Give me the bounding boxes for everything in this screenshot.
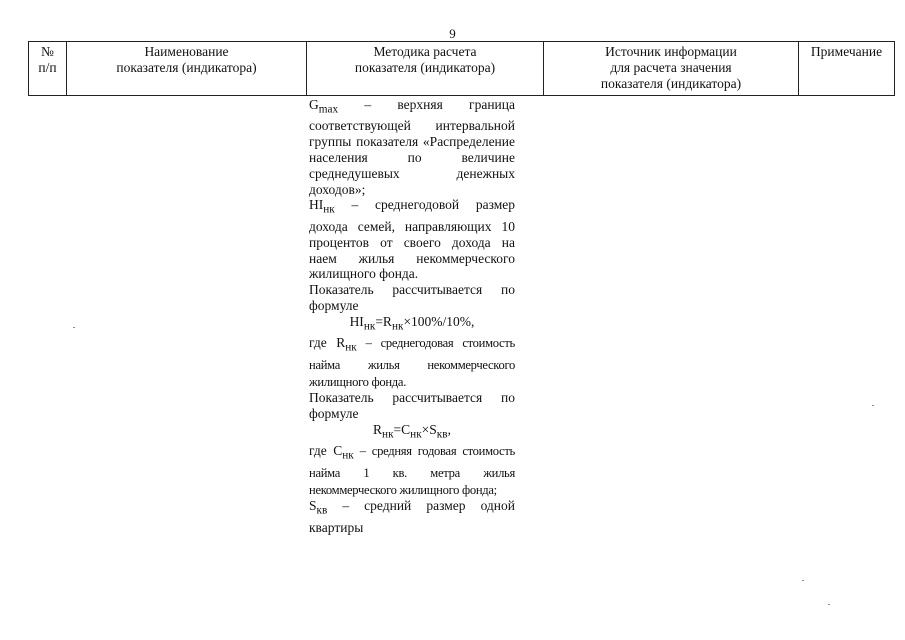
definition-c [309, 443, 515, 498]
header-col-name [67, 42, 307, 96]
definition-r-text: – среднегодовая стоимость найма жилья некоммерческого жилищного фонда. [309, 336, 515, 389]
header-col-number-line1: № [41, 44, 54, 59]
formula-hi-lhs: HI [349, 313, 364, 329]
formula-r-lhs: R [373, 421, 383, 437]
scan-speck [73, 327, 75, 328]
header-col-source-line1: Источник информации [605, 44, 737, 59]
formula-r-end: , [447, 421, 451, 437]
scan-speck [828, 604, 830, 605]
definition-r-pre: где R [309, 335, 346, 351]
definition-c-text: – средняя годовая стоимость найма 1 кв. метра жилья некоммерческого жилищного фонда; [309, 444, 515, 497]
scan-speck [802, 580, 804, 581]
definition-hi [309, 197, 515, 282]
header-col-name-line2: показателя (индикатора) [116, 60, 257, 75]
definition-hi-text: – среднегодовой размер дохода семей, направляющих 10 процентов от своего дохода на наем жилья некоммерческого жилищного фонда. [309, 197, 515, 282]
definition-c-sub: нк [342, 450, 354, 463]
formula-hi-rest: ×100%/10%, [403, 313, 475, 329]
var-g: G [309, 97, 319, 112]
header-col-source [544, 42, 799, 96]
formula-hi-eq: =R [375, 313, 392, 329]
header-col-note [799, 42, 895, 96]
header-col-method [307, 42, 544, 96]
formula-r-mul: ×S [421, 421, 437, 437]
formula-r-lhs-sub: нк [382, 428, 394, 441]
header-col-number [29, 42, 67, 96]
header-col-source-line2: для расчета значения [610, 60, 732, 75]
header-col-method-line2: показателя (индикатора) [354, 60, 496, 75]
var-hi: HI [309, 197, 324, 213]
definition-s [309, 498, 515, 535]
sub-max: max [318, 103, 339, 116]
header-col-note-label: Примечание [810, 44, 883, 59]
formula-hi [309, 314, 515, 335]
header-col-source-line3: показателя (индикатора) [600, 76, 742, 91]
header-col-name-line1: Наименование [144, 44, 229, 59]
formula-hi-lhs-sub: нк [363, 320, 376, 333]
formula-r-eq: =C [393, 421, 411, 437]
formula-intro-2: Показатель рассчитывается по формуле [309, 390, 515, 422]
definition-c-pre: где C [309, 443, 343, 459]
formula-hi-r-sub: нк [391, 320, 404, 333]
sub-nk: нк [323, 204, 335, 217]
sub-kv: кв [316, 505, 328, 518]
definition-r [309, 335, 515, 390]
formula-intro-1: Показатель рассчитывается по формуле [309, 282, 515, 313]
definition-r-sub: нк [345, 341, 357, 354]
header-col-method-line1: Методика расчета [373, 44, 477, 59]
formula-r [309, 422, 515, 443]
definition-gmax-text: – верхняя граница соответствующей интервальной группы показателя «Распределение населения по величине среднедушевых денежных доходов»; [309, 97, 515, 197]
formula-r-s-sub: кв [436, 428, 448, 441]
scan-speck [872, 405, 874, 406]
formula-r-c-sub: нк [410, 428, 422, 441]
definition-gmax [309, 97, 515, 197]
table-header [28, 41, 895, 96]
var-s: S [309, 498, 317, 514]
page-number: 9 [449, 26, 456, 41]
method-cell [309, 97, 515, 536]
definition-s-text: – средний размер одной квартиры [309, 498, 515, 535]
header-col-number-line2: п/п [38, 60, 57, 75]
